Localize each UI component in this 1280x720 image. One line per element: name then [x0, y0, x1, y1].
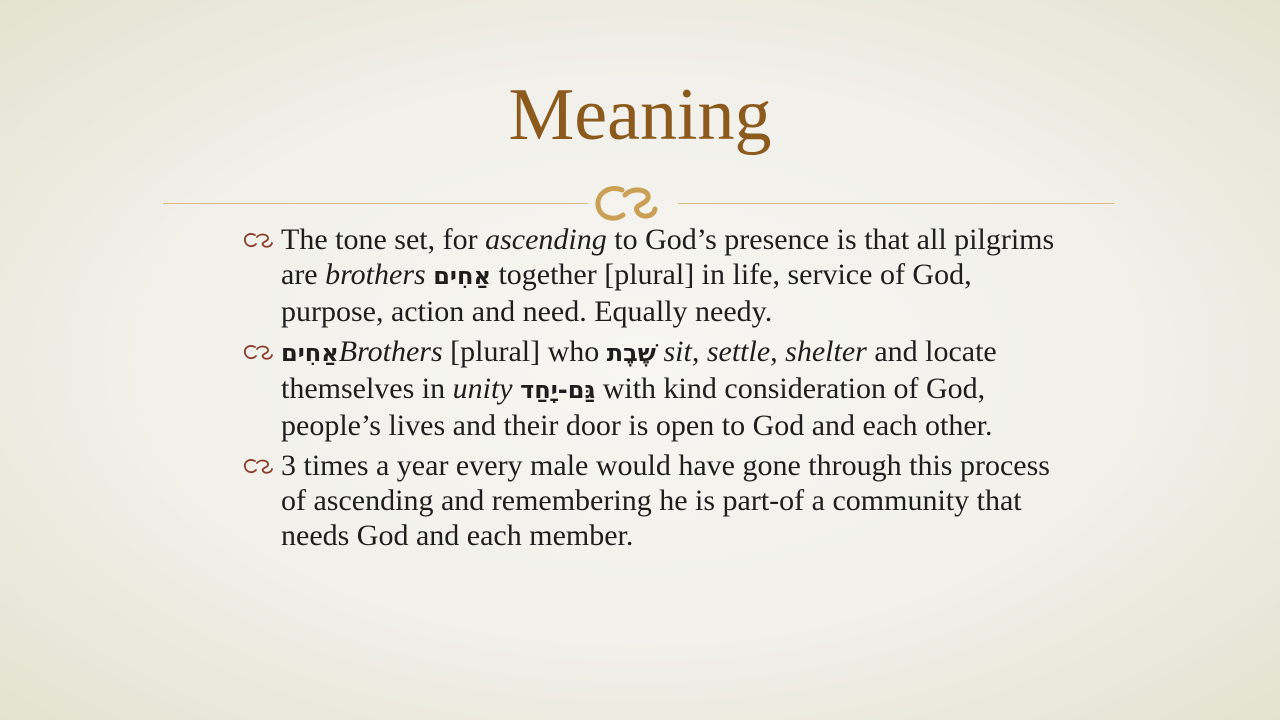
hebrew-word: גַּם-יָחַד — [520, 376, 596, 404]
bullet-item — [240, 222, 1060, 329]
cs-flourish-bullet-icon — [242, 457, 274, 475]
bullet-text — [656, 335, 664, 368]
hebrew-word: שֶׁבֶת — [606, 339, 656, 367]
bullet-text: and locate themselves in — [281, 335, 997, 405]
slide-title: Meaning — [508, 74, 772, 156]
bullet-text: The tone set, for — [281, 223, 486, 256]
bullet-item — [240, 334, 1060, 443]
cs-flourish-bullet-icon — [242, 343, 274, 361]
divider-left — [163, 203, 588, 204]
bullet-list — [240, 222, 1060, 558]
bullet-text: to God’s presence is that all pilgrims are — [281, 223, 1055, 291]
hebrew-word: אַחִים — [433, 262, 491, 290]
bullet-text: 3 times a year every male would have gone through this process of ascending and remembering he is part-of a community that needs God and each member. — [281, 449, 1050, 552]
bullet-text: [plural] who — [442, 335, 607, 368]
emphasis-text: brothers — [325, 258, 426, 291]
cs-flourish-icon — [592, 181, 662, 225]
bullet-item — [240, 448, 1060, 553]
cs-flourish-bullet-icon — [242, 231, 274, 249]
emphasis-text: Brothers — [338, 335, 443, 368]
hebrew-word: אַחִים — [281, 339, 339, 367]
divider-right — [678, 203, 1114, 204]
bullet-text: with kind consideration of God, people’s lives and their door is open to God and each other. — [281, 372, 993, 442]
bullet-text: together [plural] in life, service of God, purpose, action and need. Equally needy. — [281, 258, 972, 328]
emphasis-text: unity — [452, 372, 513, 405]
emphasis-text: ascending — [485, 223, 607, 256]
emphasis-text: sit, settle, shelter — [663, 335, 867, 368]
